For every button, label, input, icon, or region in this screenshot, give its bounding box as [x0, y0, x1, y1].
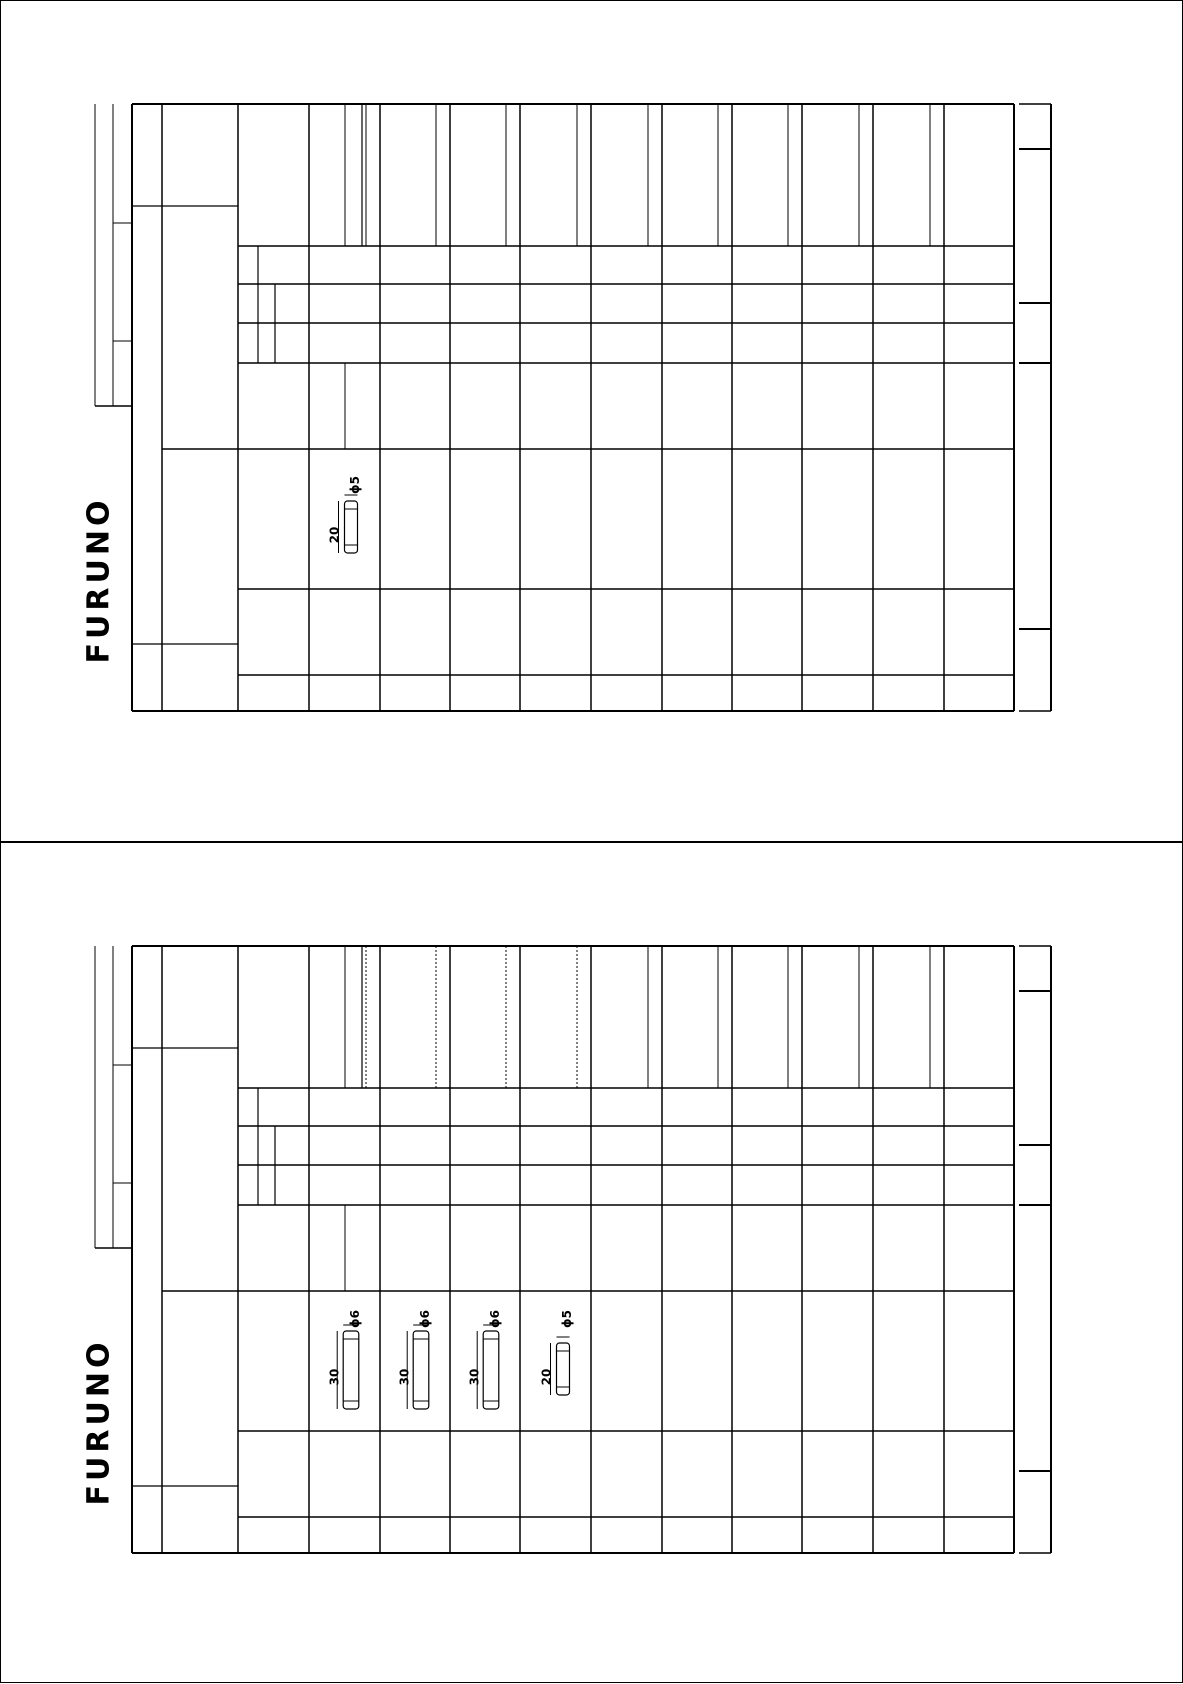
fuse-length-label: 30: [397, 1368, 412, 1386]
fuse-drawing: [407, 1325, 429, 1409]
parts-list-table: [1, 1, 1183, 843]
document-page-bottom: [0, 842, 1183, 1683]
fuse-diameter-label: ϕ6: [487, 1310, 502, 1328]
fuse-drawing: [339, 495, 358, 553]
fuse-diameter-label: ϕ6: [417, 1310, 432, 1328]
parts-list-table: [1, 843, 1183, 1684]
fuse-length-label: 20: [539, 1368, 554, 1386]
fuse-diameter-label: ϕ5: [347, 476, 362, 494]
fuse-length-label: 30: [327, 1368, 342, 1386]
fuse-diameter-label: ϕ6: [347, 1310, 362, 1328]
furuno-logo: FURUNO: [81, 496, 117, 664]
fuse-drawing: [477, 1325, 499, 1409]
furuno-logo: FURUNO: [81, 1338, 117, 1506]
fuse-drawing: [337, 1325, 359, 1409]
fuse-length-label: 20: [327, 526, 342, 544]
fuse-length-label: 30: [467, 1368, 482, 1386]
fuse-drawing: [551, 1337, 570, 1395]
fuse-diameter-label: ϕ5: [559, 1310, 574, 1328]
